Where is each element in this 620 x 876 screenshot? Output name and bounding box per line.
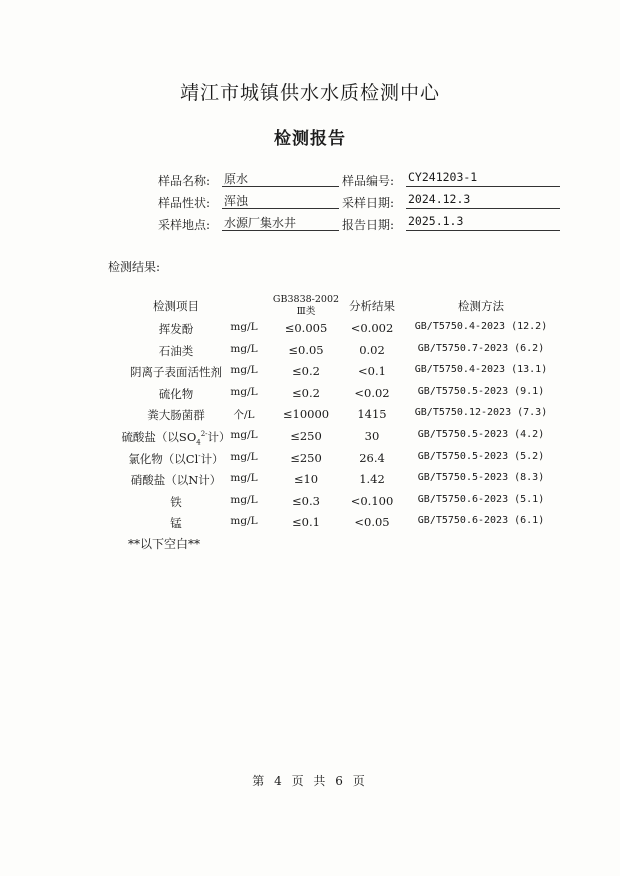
sample-name-label: 样品名称: [158, 174, 211, 188]
row-result: 0.02 [359, 343, 385, 357]
row-method: GB/T5750.6-2023 (6.1) [417, 515, 545, 526]
results-label: 检测结果: [108, 260, 161, 274]
row-result: 1.42 [359, 472, 385, 486]
row-method: GB/T5750.12-2023 (7.3) [414, 407, 548, 418]
header-standard-code: GB3838-2002 [272, 294, 340, 305]
row-item-subscript: 4 [196, 438, 201, 447]
row-item: 阴离子表面活性剂 [130, 365, 222, 379]
row-item: 铁 [170, 495, 182, 509]
sample-no-label: 样品编号: [342, 174, 395, 188]
row-method: GB/T5750.4-2023 (13.1) [414, 364, 548, 375]
report-date-label: 报告日期: [342, 218, 395, 232]
report-date-value: 2025.1.3 [406, 214, 560, 231]
row-standard: ≤10 [293, 472, 319, 486]
row-item-suffix: 计） [207, 430, 231, 444]
row-unit: mg/L [230, 429, 258, 441]
row-standard: ≤10000 [282, 407, 330, 421]
row-result: <0.02 [354, 386, 390, 400]
row-method: GB/T5750.4-2023 (12.2) [414, 321, 548, 332]
row-unit: mg/L [230, 386, 258, 398]
row-item: 硝酸盐（以N计） [130, 473, 222, 487]
row-item-superscript: - [198, 452, 201, 461]
row-item-prefix: 氯化物（以Cl [128, 452, 199, 466]
sampling-date-value: 2024.12.3 [406, 192, 560, 209]
footer-total-pages: 6 [335, 774, 346, 788]
row-item: 粪大肠菌群 [147, 408, 205, 422]
row-item-suffix: 计） [200, 452, 224, 466]
row-item: 挥发酚 [158, 322, 194, 336]
row-result: 26.4 [359, 451, 385, 465]
footer-page-number: 4 [274, 774, 285, 788]
page-footer [0, 772, 620, 789]
row-standard: ≤0.05 [288, 343, 324, 357]
row-method: GB/T5750.5-2023 (5.2) [417, 451, 545, 462]
row-standard: ≤250 [290, 451, 322, 465]
row-item: 锰 [170, 516, 182, 530]
row-standard: ≤0.005 [284, 321, 328, 335]
row-unit: mg/L [230, 451, 258, 463]
row-standard: ≤0.3 [292, 494, 320, 508]
sampling-site-value: 水源厂集水井 [222, 214, 339, 231]
row-unit: mg/L [230, 472, 258, 484]
row-result: 30 [364, 429, 380, 443]
sample-no-value: CY241203-1 [406, 170, 560, 187]
row-method: GB/T5750.5-2023 (4.2) [417, 429, 545, 440]
header-standard [272, 294, 340, 318]
report-title: 检测报告 [274, 129, 346, 149]
row-item: 石油类 [158, 344, 194, 358]
footer-suffix: 页 [352, 774, 368, 788]
sampling-site-label: 采样地点: [158, 218, 211, 232]
row-result: <0.05 [354, 515, 390, 529]
header-method: 检测方法 [458, 299, 504, 313]
row-method: GB/T5750.5-2023 (8.3) [417, 472, 545, 483]
sampling-date-label: 采样日期: [342, 196, 395, 210]
row-result: <0.100 [350, 494, 394, 508]
row-standard: ≤250 [290, 429, 322, 443]
row-result: <0.1 [358, 364, 386, 378]
footer-prefix: 第 [252, 774, 268, 788]
row-method: GB/T5750.5-2023 (9.1) [417, 386, 545, 397]
row-unit: mg/L [230, 364, 258, 376]
row-unit: mg/L [230, 494, 258, 506]
row-unit: mg/L [230, 321, 258, 333]
row-item-prefix: 硫酸盐（以SO [121, 430, 197, 444]
header-standard-class: Ⅲ类 [296, 306, 316, 317]
row-item-superscript: 2- [200, 430, 208, 439]
table-header [0, 296, 620, 322]
header-result: 分析结果 [349, 299, 395, 313]
row-standard: ≤0.2 [292, 364, 320, 378]
sample-name-value: 原水 [222, 170, 339, 187]
row-standard: ≤0.2 [292, 386, 320, 400]
row-item: 硫化物 [158, 387, 194, 401]
row-method: GB/T5750.7-2023 (6.2) [417, 343, 545, 354]
footer-middle: 页 共 [291, 774, 329, 788]
sample-nature-value: 浑浊 [222, 192, 339, 209]
row-unit: mg/L [230, 343, 258, 355]
header-item: 检测项目 [153, 299, 199, 313]
row-unit: mg/L [230, 515, 258, 527]
organization-title: 靖江市城镇供水水质检测中心 [179, 82, 440, 104]
blank-below-note: **以下空白** [128, 537, 201, 551]
row-unit: 个/L [233, 409, 255, 421]
row-method: GB/T5750.6-2023 (5.1) [417, 494, 545, 505]
row-result: 1415 [357, 407, 387, 421]
sample-nature-label: 样品性状: [158, 196, 211, 210]
row-standard: ≤0.1 [292, 515, 320, 529]
row-result: <0.002 [350, 321, 394, 335]
